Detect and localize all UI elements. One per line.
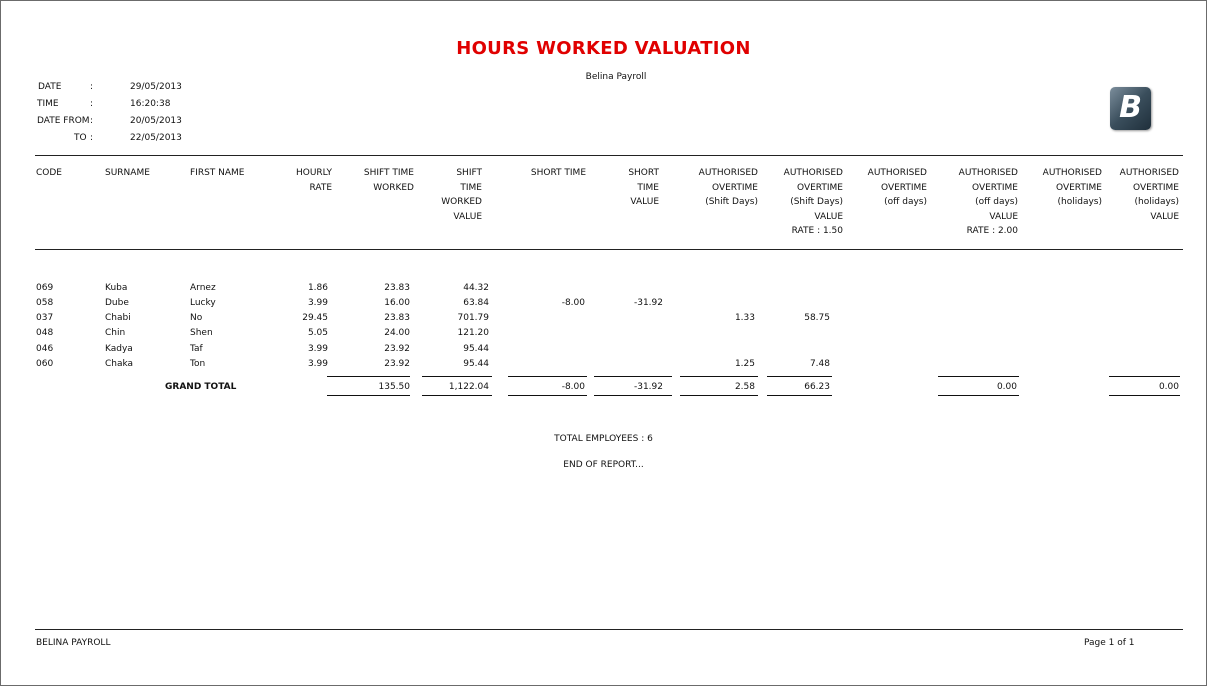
report-subtitle: Belina Payroll [585, 72, 647, 82]
cell-first-name: Shen [190, 328, 213, 338]
total-rule [680, 395, 758, 396]
cell-ot-shift-days-value: 7.48 [809, 359, 830, 369]
meta-to-value: 22/05/2013 [130, 133, 182, 143]
cell-shift-worked-value: 95.44 [463, 359, 489, 369]
total-ot-holidays-value: 0.00 [1158, 382, 1179, 392]
meta-date-value: 29/05/2013 [130, 82, 182, 92]
total-ot-off-days-value: 0.00 [996, 382, 1017, 392]
cell-hourly-rate: 5.05 [307, 328, 328, 338]
col-header-first-name: FIRST NAME [190, 168, 245, 178]
cell-shift-worked-value: 44.32 [463, 283, 489, 293]
grand-total-label: GRAND TOTAL [165, 382, 237, 392]
total-short-time-value: -31.92 [633, 382, 663, 392]
meta-time-sep: : [90, 99, 94, 109]
total-employees: TOTAL EMPLOYEES : 6 [554, 434, 653, 444]
cell-first-name: Arnez [190, 283, 216, 293]
total-shift-worked-value: 1,122.04 [448, 382, 489, 392]
cell-shift-time-worked: 23.92 [384, 359, 410, 369]
col-header-ot-shift-days: AUTHORISED OVERTIME (Shift Days) [698, 168, 758, 207]
cell-hourly-rate: 29.45 [302, 313, 328, 323]
cell-surname: Chabi [105, 313, 131, 323]
meta-to-label: TO [74, 133, 87, 143]
meta-date-label: DATE [38, 82, 62, 92]
total-rule [327, 395, 410, 396]
cell-shift-worked-value: 63.84 [463, 298, 489, 308]
total-rule [422, 376, 492, 377]
cell-shift-time-worked: 16.00 [384, 298, 410, 308]
header-top-rule [35, 155, 1183, 156]
cell-ot-shift-days: 1.33 [734, 313, 755, 323]
meta-time-label: TIME [37, 99, 59, 109]
end-of-report: END OF REPORT... [563, 460, 644, 470]
col-header-ot-holidays-value: AUTHORISED OVERTIME (holidays) VALUE [1119, 168, 1179, 222]
cell-hourly-rate: 3.99 [307, 359, 328, 369]
report-title: HOURS WORKED VALUATION [456, 38, 751, 59]
cell-surname: Dube [105, 298, 129, 308]
total-rule [1109, 376, 1180, 377]
total-rule [938, 376, 1019, 377]
cell-surname: Chaka [105, 359, 134, 369]
belina-logo [1110, 87, 1151, 130]
col-header-hourly-rate: HOURLY RATE [295, 168, 332, 193]
col-header-shift-worked-value: SHIFT TIME WORKED VALUE [441, 168, 482, 222]
cell-shift-worked-value: 121.20 [457, 328, 489, 338]
total-rule [508, 376, 587, 377]
total-shift-time-worked: 135.50 [378, 382, 410, 392]
col-header-short-time-value: SHORT TIME VALUE [628, 168, 659, 207]
cell-hourly-rate: 1.86 [307, 283, 328, 293]
cell-ot-shift-days: 1.25 [734, 359, 755, 369]
col-header-surname: SURNAME [105, 168, 150, 178]
cell-surname: Kuba [105, 283, 128, 293]
cell-first-name: Taf [190, 344, 203, 354]
col-header-ot-shift-days-value: AUTHORISED OVERTIME (Shift Days) VALUE RATE : 1.50 [783, 168, 843, 236]
total-rule [680, 376, 758, 377]
cell-shift-time-worked: 24.00 [384, 328, 410, 338]
col-header-shift-time-worked: SHIFT TIME WORKED [363, 168, 414, 193]
col-header-ot-holidays: AUTHORISED OVERTIME (holidays) [1042, 168, 1102, 207]
total-ot-shift-days: 2.58 [734, 382, 755, 392]
meta-from-value: 20/05/2013 [130, 116, 182, 126]
cell-surname: Kadya [105, 344, 133, 354]
cell-hourly-rate: 3.99 [307, 298, 328, 308]
col-header-short-time: SHORT TIME [530, 168, 586, 178]
total-short-time: -8.00 [561, 382, 585, 392]
cell-first-name: Lucky [190, 298, 216, 308]
cell-first-name: No [190, 313, 203, 323]
meta-to-sep: : [90, 133, 94, 143]
cell-shift-time-worked: 23.83 [384, 283, 410, 293]
meta-time-value: 16:20:38 [130, 99, 171, 109]
cell-short-time: -8.00 [561, 298, 585, 308]
logo-letter: B [1119, 90, 1142, 125]
header-bottom-rule [35, 249, 1183, 250]
cell-shift-worked-value: 95.44 [463, 344, 489, 354]
total-ot-shift-days-value: 66.23 [804, 382, 830, 392]
total-rule [327, 376, 410, 377]
cell-code: 069 [36, 283, 54, 293]
total-rule [594, 395, 672, 396]
meta-from-label: DATE FROM [37, 116, 90, 126]
cell-ot-shift-days-value: 58.75 [804, 313, 830, 323]
cell-code: 046 [36, 344, 54, 354]
col-header-code: CODE [36, 168, 62, 178]
cell-shift-time-worked: 23.83 [384, 313, 410, 323]
cell-first-name: Ton [190, 359, 206, 369]
cell-code: 037 [36, 313, 54, 323]
cell-code: 048 [36, 328, 54, 338]
total-rule [594, 376, 672, 377]
cell-hourly-rate: 3.99 [307, 344, 328, 354]
cell-shift-time-worked: 23.92 [384, 344, 410, 354]
total-rule [422, 395, 492, 396]
cell-shift-worked-value: 701.79 [457, 313, 489, 323]
cell-short-time-value: -31.92 [633, 298, 663, 308]
total-rule [938, 395, 1019, 396]
total-rule [1109, 395, 1180, 396]
col-header-ot-off-days-value: AUTHORISED OVERTIME (off days) VALUE RATE : 2.00 [958, 168, 1018, 236]
meta-from-sep: : [90, 116, 94, 126]
meta-date-sep: : [90, 82, 94, 92]
footer-company: BELINA PAYROLL [36, 638, 111, 648]
cell-code: 058 [36, 298, 54, 308]
footer-page-number: Page 1 of 1 [1084, 638, 1135, 648]
footer-rule [35, 629, 1183, 630]
cell-code: 060 [36, 359, 54, 369]
total-rule [508, 395, 587, 396]
col-header-ot-off-days: AUTHORISED OVERTIME (off days) [867, 168, 927, 207]
cell-surname: Chin [105, 328, 126, 338]
total-rule [767, 395, 832, 396]
total-rule [767, 376, 832, 377]
